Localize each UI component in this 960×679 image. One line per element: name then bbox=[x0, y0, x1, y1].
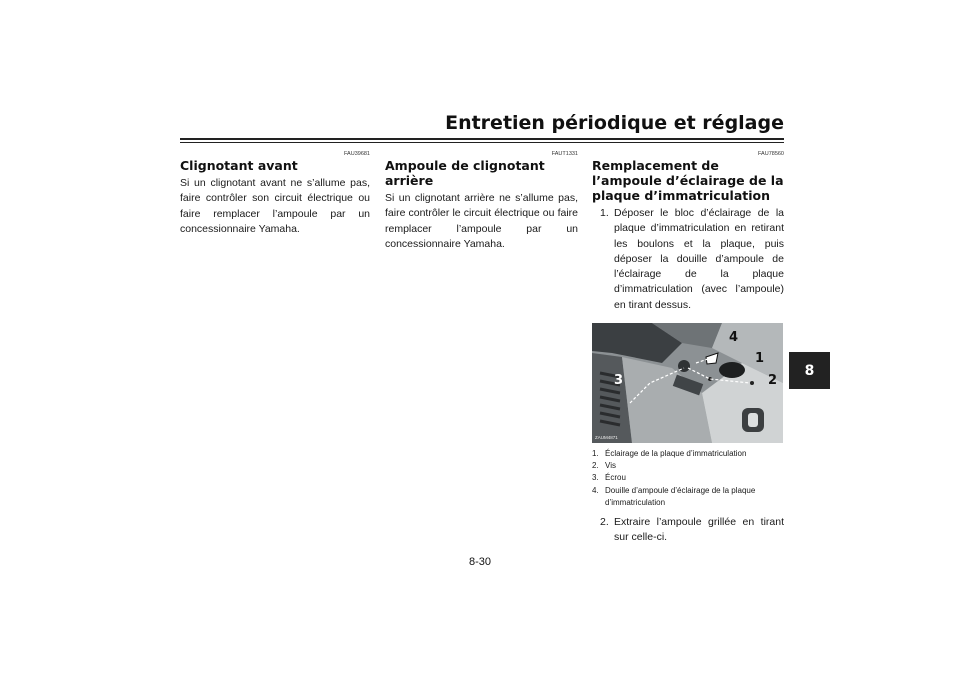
page-header-title: Entretien périodique et réglage bbox=[445, 112, 784, 134]
legend-item bbox=[592, 460, 784, 472]
section-code: FAU78560 bbox=[758, 151, 784, 157]
callout-4: 4 bbox=[729, 330, 739, 346]
section-heading: Ampoule de clignotant arrière bbox=[385, 158, 545, 188]
header-rule bbox=[180, 138, 784, 140]
section-heading: Clignotant avant bbox=[180, 158, 298, 173]
legend-number: 2. bbox=[592, 461, 599, 471]
legend-number: 3. bbox=[592, 473, 599, 483]
step-text: Extraire l’ampoule grillée en tirant sur celle-ci. bbox=[614, 516, 784, 544]
section-rear-turn-signal bbox=[385, 150, 578, 252]
legend-item bbox=[592, 448, 784, 460]
page-number: 8-30 bbox=[468, 556, 492, 568]
legend-number: 4. bbox=[592, 485, 599, 495]
chapter-tab: 8 bbox=[789, 352, 830, 389]
callout-2: 2 bbox=[768, 373, 778, 389]
step-item bbox=[600, 515, 784, 546]
step-number: 2. bbox=[600, 516, 609, 529]
figure-code: ZAUM4871 bbox=[595, 435, 618, 441]
step-text: Déposer le bloc d’éclairage de la plaque d’immatriculation en retirant les boulons et la plaque, puis déposer la douille d’ampoule de l’éclairage de la plaque d’immatriculation (avec l’ampoule) en tirant dessus. bbox=[614, 207, 784, 311]
callout-1: 1 bbox=[755, 351, 765, 367]
step-item bbox=[600, 206, 784, 313]
legend-text: Douille d’ampoule d’éclairage de la plaque d’immatriculation bbox=[605, 485, 756, 507]
legend-item bbox=[592, 472, 784, 484]
legend-item bbox=[592, 485, 784, 509]
section-code: FAU39681 bbox=[344, 151, 370, 157]
section-code: FAUT1331 bbox=[551, 151, 578, 157]
section-front-turn-signal bbox=[180, 150, 370, 237]
header-rule-thin bbox=[180, 142, 784, 143]
legend-text: Éclairage de la plaque d’immatriculation bbox=[605, 449, 747, 459]
legend-number: 1. bbox=[592, 449, 599, 459]
section-license-plate-light bbox=[592, 150, 784, 546]
figure-legend bbox=[592, 448, 784, 509]
section-body: Si un clignotant arrière ne s’allume pas, faire contrôler le circuit électrique ou faire remplacer l’ampoule par un concessionnaire Yamaha. bbox=[385, 192, 578, 250]
legend-text: Écrou bbox=[605, 473, 626, 483]
figure-license-plate-light bbox=[592, 323, 783, 443]
step-number: 1. bbox=[600, 207, 609, 219]
section-body: Si un clignotant avant ne s’allume pas, faire contrôler son circuit électrique ou faire remplacer l’ampoule par un concessionnaire Yamaha. bbox=[180, 177, 370, 235]
section-heading: Remplacement de l’ampoule d’éclairage de la plaque d’immatriculation bbox=[592, 158, 784, 203]
legend-text: Vis bbox=[605, 461, 616, 471]
callout-3: 3 bbox=[614, 373, 624, 389]
